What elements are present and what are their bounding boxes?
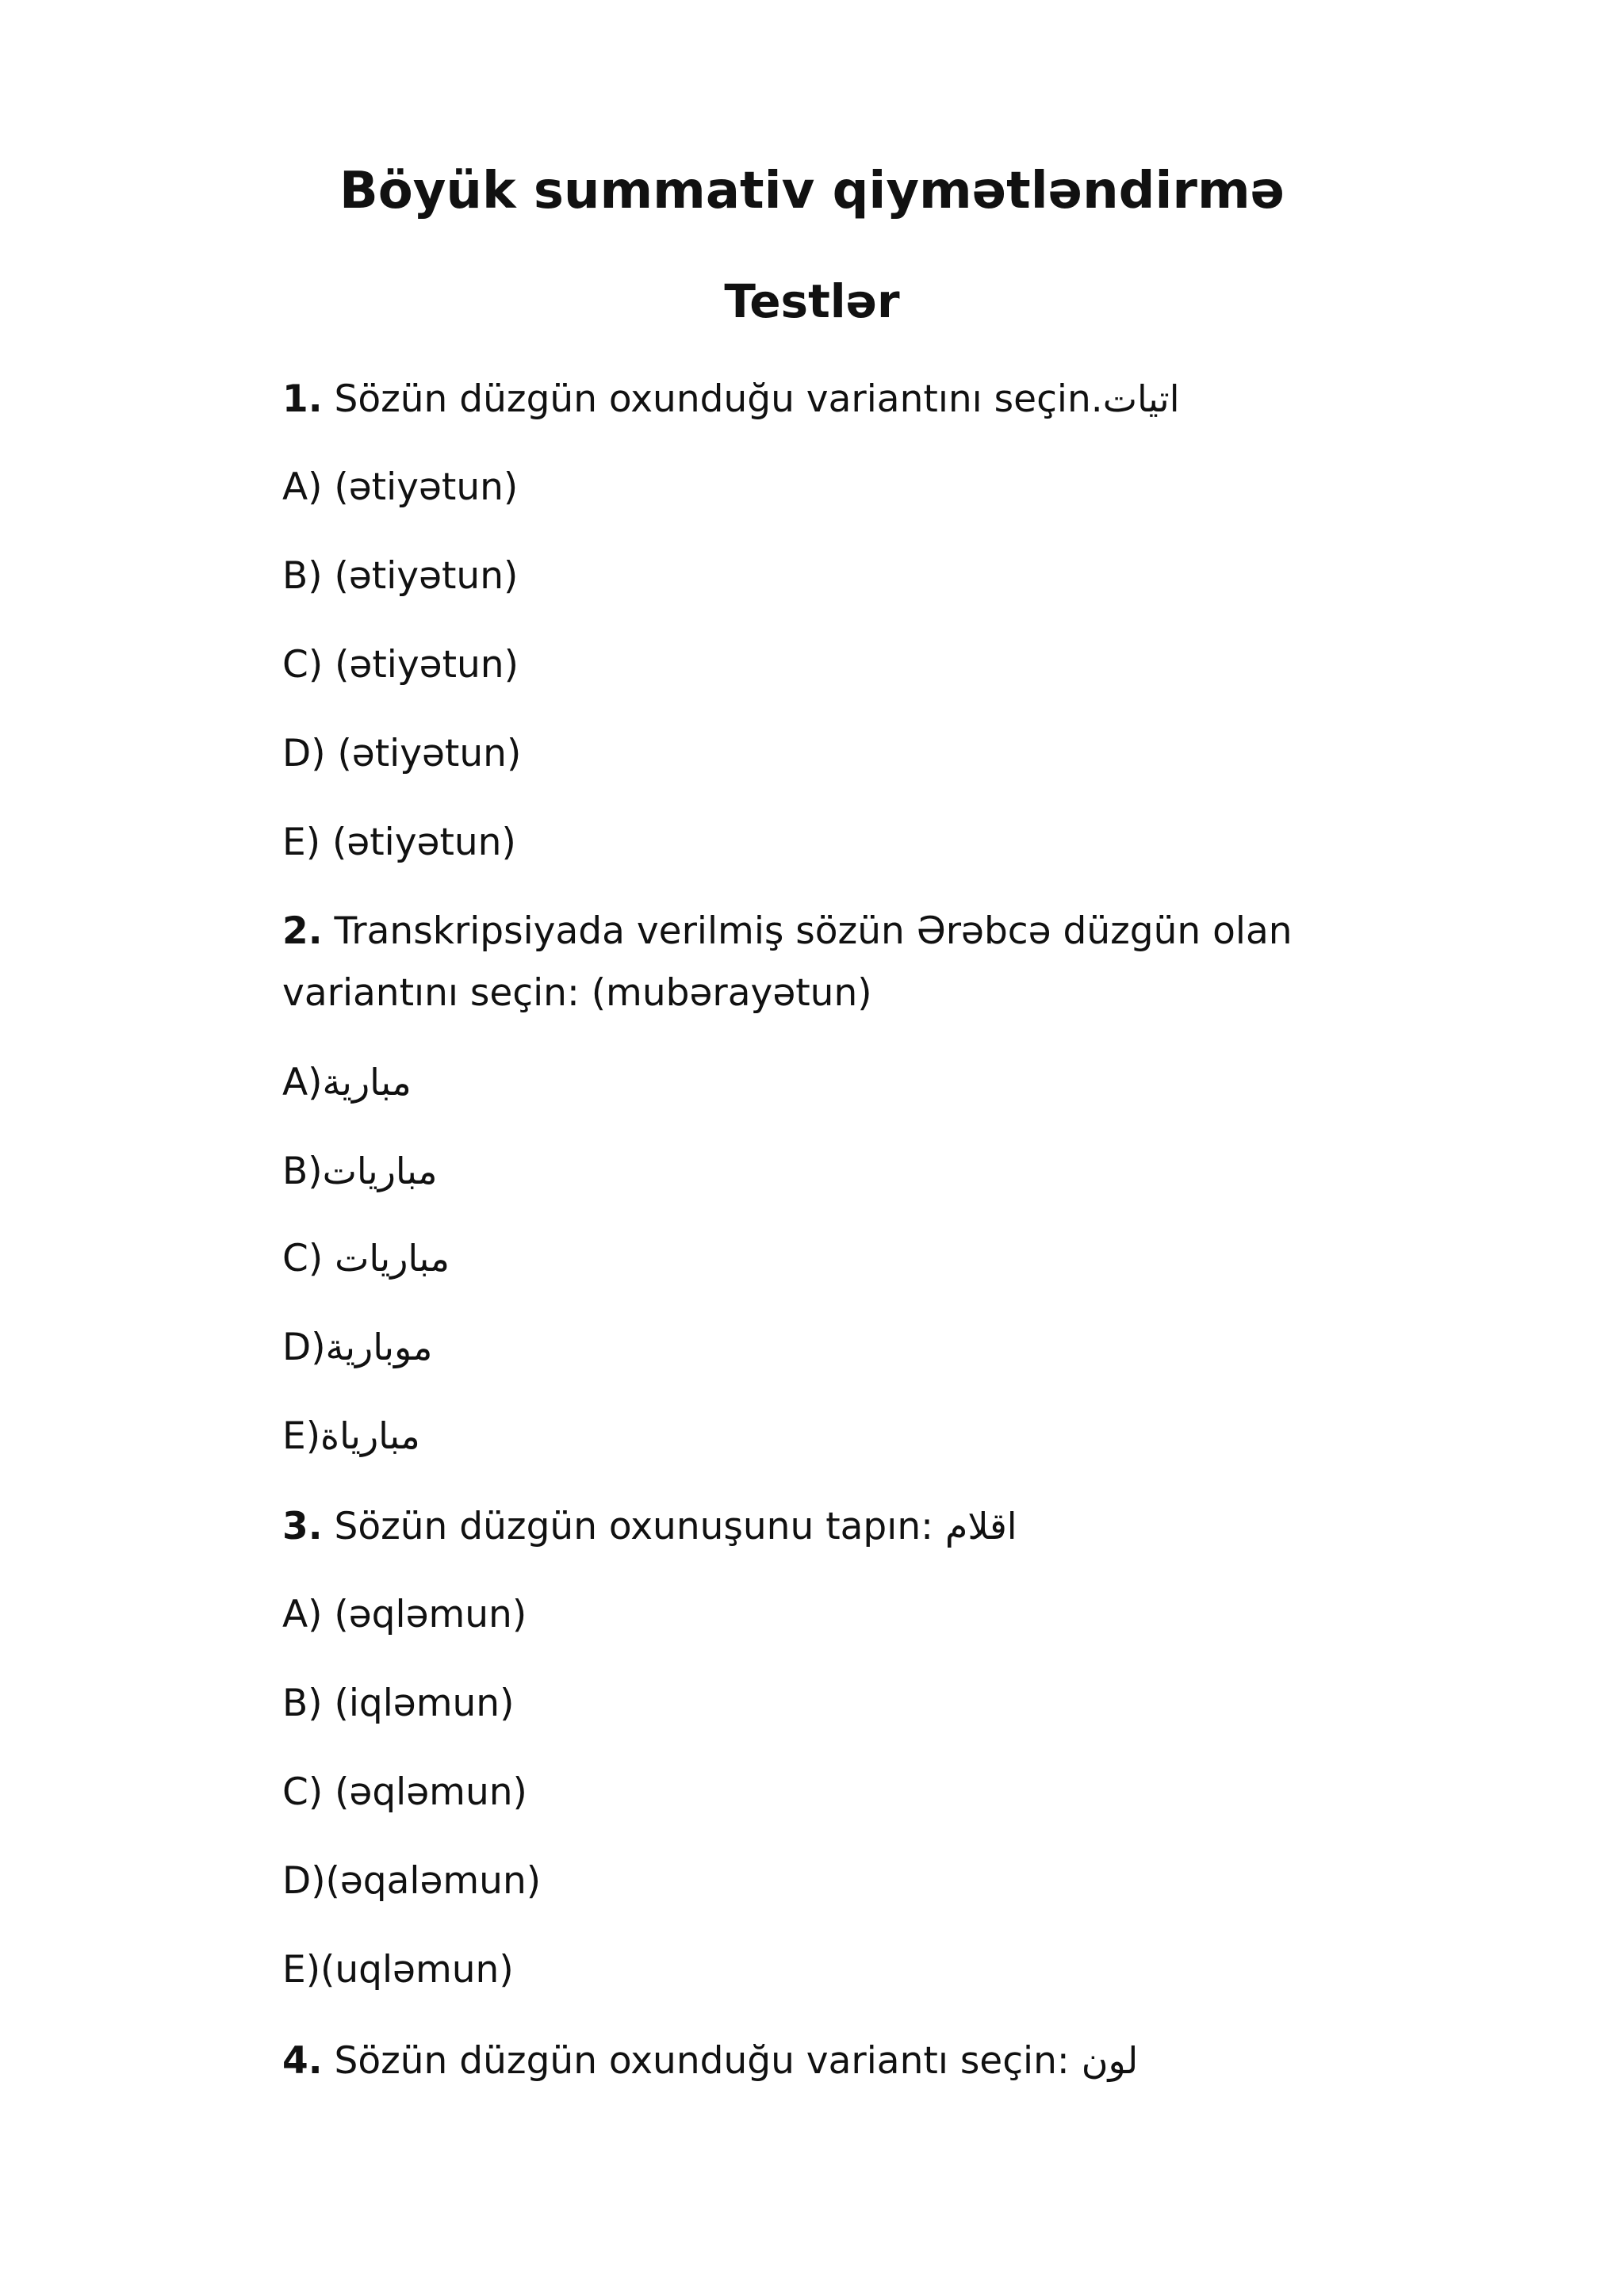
question-3 xyxy=(282,1495,1432,1558)
question-text: Transkripsiyada verilmiş sözün Ərəbcə düzgün olan variantını seçin: (mubərayətun) xyxy=(282,909,1293,1015)
q1-option-d: D) (ətiyətun) xyxy=(282,732,522,775)
question-arabic-word: اتيات xyxy=(1102,377,1180,420)
q1-option-e: E) (ətiyətun) xyxy=(282,821,516,864)
q3-option-a: A) (əqləmun) xyxy=(282,1593,527,1636)
option-label: D) xyxy=(282,1326,326,1369)
question-arabic-word: اقلام xyxy=(944,1505,1017,1548)
question-number: 3. xyxy=(282,1505,323,1548)
q3-option-c: C) (əqləmun) xyxy=(282,1770,527,1814)
question-4 xyxy=(282,2030,1432,2092)
option-label: C) xyxy=(282,1237,335,1280)
question-number: 2. xyxy=(282,909,323,953)
q2-option-b xyxy=(282,1140,1432,1203)
page-title: Böyük summativ qiymətləndirmə xyxy=(339,162,1285,220)
option-arabic: مباريات xyxy=(335,1237,450,1280)
q1-option-b: B) (ətiyətun) xyxy=(282,554,519,598)
option-label: B) xyxy=(282,1150,323,1193)
q2-option-c xyxy=(282,1227,1432,1290)
q2-option-a xyxy=(282,1051,1432,1114)
q3-option-d: D)(əqaləmun) xyxy=(282,1859,542,1903)
question-arabic-word: لون xyxy=(1081,2039,1139,2082)
option-arabic: مبارياة xyxy=(320,1414,420,1457)
option-label: A) xyxy=(282,1061,323,1104)
q1-option-a: A) (ətiyətun) xyxy=(282,465,519,509)
q2-option-d xyxy=(282,1316,1432,1379)
question-1 xyxy=(282,368,1432,430)
q3-option-b: B) (iqləmun) xyxy=(282,1682,515,1725)
option-arabic: مبارية xyxy=(322,1061,412,1104)
question-text: Sözün düzgün oxunduğu variantı seçin: xyxy=(322,2039,1082,2083)
q1-option-c: C) (ətiyətun) xyxy=(282,643,519,687)
question-2 xyxy=(282,901,1432,1024)
question-number: 4. xyxy=(282,2039,323,2083)
question-text: Sözün düzgün oxunuşunu tapın: xyxy=(322,1505,945,1548)
q2-option-e xyxy=(282,1405,1432,1468)
option-arabic: مباريات xyxy=(322,1150,438,1192)
page-subtitle: Testlər xyxy=(724,274,900,328)
question-text: Sözün düzgün oxunduğu variantını seçin. xyxy=(322,377,1103,421)
option-label: E) xyxy=(282,1414,321,1458)
question-number: 1. xyxy=(282,377,323,421)
option-arabic: موبارية xyxy=(325,1326,433,1368)
q3-option-e: E)(uqləmun) xyxy=(282,1948,514,1992)
